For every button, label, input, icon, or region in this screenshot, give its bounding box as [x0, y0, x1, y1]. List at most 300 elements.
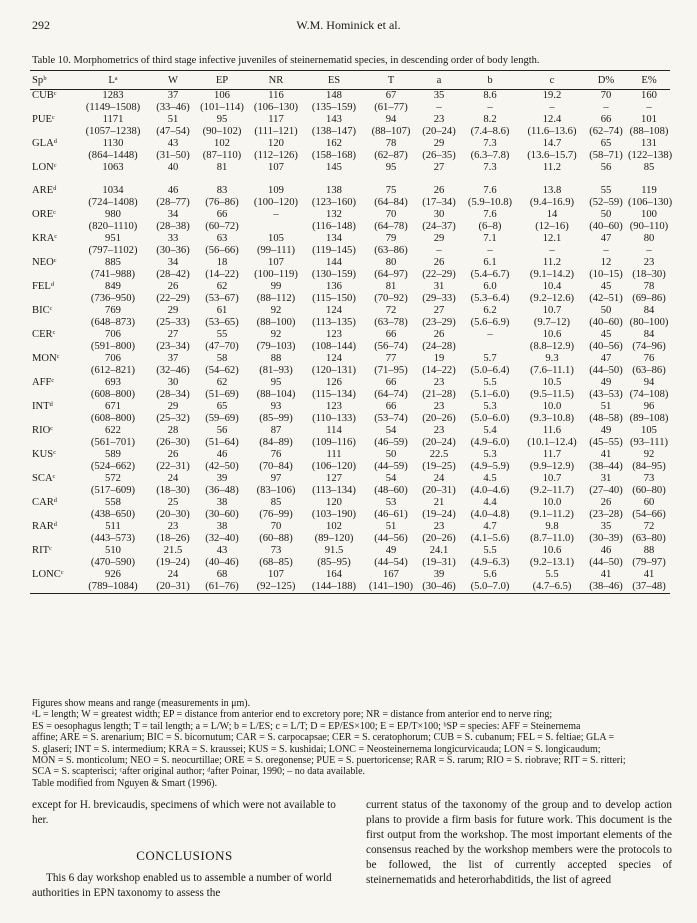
table-row — [30, 114, 670, 138]
mean-value: 29 — [433, 233, 445, 245]
mean-value: 92 — [270, 329, 282, 341]
mean-value: 144 — [326, 257, 342, 269]
measurement-cell — [76, 185, 150, 209]
measurement-cell — [520, 257, 584, 281]
measurement-cell — [460, 257, 520, 281]
range-value: (106–120) — [311, 461, 357, 473]
range-value: (1057–1238) — [85, 126, 141, 137]
range-value: (83–106) — [256, 485, 296, 497]
mean-value: 49 — [600, 377, 612, 389]
range-value: (70–92) — [374, 293, 408, 305]
range-value: (9.1–11.2) — [530, 509, 574, 521]
mean-value: 56 — [600, 162, 612, 173]
range-value: (61–76) — [205, 581, 239, 593]
range-value: (81–93) — [259, 365, 293, 377]
range-value: – — [549, 245, 555, 257]
range-value: (443–573) — [90, 533, 136, 545]
range-value: (123–160) — [311, 197, 357, 209]
measurement-cell — [150, 281, 196, 305]
mean-value: 27 — [167, 329, 179, 341]
mean-value: 5.5 — [483, 545, 497, 557]
range-value: – — [436, 245, 442, 257]
mean-value: 29 — [167, 305, 179, 317]
mean-value: 43 — [216, 545, 228, 557]
range-value: (44–50) — [589, 365, 623, 377]
range-value: (90–110) — [629, 221, 669, 233]
measurement-cell — [628, 473, 670, 497]
measurement-cell — [418, 185, 460, 209]
measurement-cell — [520, 329, 584, 353]
mean-value: 101 — [641, 114, 657, 125]
measurement-cell — [584, 401, 628, 425]
range-value: (113–135) — [312, 317, 356, 329]
range-value: (116–148) — [312, 221, 356, 233]
range-value: (47–54) — [156, 126, 190, 137]
measurement-cell — [196, 449, 248, 473]
table-row — [30, 377, 670, 401]
table-row — [30, 425, 670, 449]
mean-value: 45 — [600, 329, 612, 341]
measurement-cell — [364, 209, 418, 233]
range-value: (61–77) — [374, 102, 408, 113]
range-value: (111–121) — [254, 126, 298, 137]
mean-value: 7.6 — [483, 185, 497, 197]
measurement-cell — [248, 425, 304, 449]
range-value: (84–95) — [632, 461, 666, 473]
mean-value: 96 — [643, 401, 655, 413]
species-cell: PUEᶜ — [32, 114, 55, 125]
table-row — [30, 401, 670, 425]
mean-value: 1130 — [102, 138, 124, 149]
measurement-cell — [628, 209, 670, 233]
measurement-cell — [628, 401, 670, 425]
section-heading: CONCLUSIONS — [136, 848, 233, 863]
mean-value: – — [273, 209, 279, 221]
mean-value: 23 — [433, 377, 445, 389]
range-value: (5.1–6.0) — [470, 389, 510, 401]
mean-value: 706 — [105, 353, 121, 365]
range-value: (85–95) — [317, 557, 351, 569]
mean-value: 8.2 — [483, 114, 497, 125]
mean-value: 12 — [600, 257, 612, 269]
mean-value: 43 — [167, 138, 179, 149]
measurement-cell — [520, 353, 584, 377]
mean-value: 769 — [105, 305, 121, 317]
measurement-cell — [196, 281, 248, 305]
measurement-cell — [520, 114, 584, 138]
right-text-column — [366, 798, 672, 888]
measurement-cell — [460, 233, 520, 257]
range-value: (130–159) — [311, 269, 357, 281]
mean-value: 160 — [641, 90, 657, 101]
measurement-cell — [76, 305, 150, 329]
column-header: Lᵃ — [108, 74, 118, 86]
species-cell: RIOᶜ — [32, 425, 53, 437]
range-value: (63–86) — [374, 245, 408, 257]
measurement-cell — [364, 257, 418, 281]
range-value: – — [487, 102, 493, 113]
mean-value: 100 — [641, 209, 657, 221]
measurement-cell — [76, 257, 150, 281]
range-value: (20–31) — [422, 485, 456, 497]
species-cell: CUBᶜ — [32, 90, 57, 101]
mean-value: 10.5 — [542, 377, 562, 389]
measurement-cell — [196, 401, 248, 425]
measurement-cell — [196, 521, 248, 545]
measurement-cell — [248, 329, 304, 353]
mean-value: 12.4 — [542, 114, 562, 125]
range-value: (144–188) — [311, 581, 357, 593]
range-value: (115–134) — [312, 389, 356, 401]
table-row — [30, 329, 670, 353]
range-value: (106–130) — [253, 102, 299, 113]
measurement-cell — [418, 449, 460, 473]
table-header-row — [30, 71, 670, 90]
mean-value: 35 — [600, 521, 612, 533]
measurement-cell — [520, 90, 584, 115]
range-value: (18–30) — [632, 269, 666, 281]
measurement-cell — [460, 329, 520, 353]
column-header: EP — [215, 74, 229, 86]
table-row — [30, 209, 670, 233]
mean-value: 97 — [270, 473, 282, 485]
mean-value: 622 — [105, 425, 121, 437]
mean-value: 19.2 — [542, 90, 562, 101]
measurement-cell — [304, 305, 364, 329]
range-value: (54–66) — [632, 509, 666, 521]
range-value: (108–144) — [311, 341, 357, 353]
mean-value: 10.4 — [542, 281, 562, 293]
range-value: (14–22) — [205, 269, 239, 281]
measurement-cell — [364, 90, 418, 115]
measurement-cell — [628, 257, 670, 281]
measurement-cell — [248, 209, 304, 233]
range-value: (135–159) — [311, 102, 357, 113]
measurement-cell — [248, 545, 304, 569]
measurement-cell — [520, 545, 584, 569]
mean-value: 39 — [433, 569, 445, 581]
mean-value: 107 — [268, 569, 284, 581]
measurement-cell — [196, 497, 248, 521]
mean-value: 92 — [643, 449, 655, 461]
range-value: (4.0–4.8) — [470, 509, 510, 521]
range-value: (10–15) — [589, 269, 623, 281]
range-value: (56–74) — [374, 341, 408, 353]
measurement-cell — [248, 138, 304, 162]
range-value: (92–125) — [256, 581, 296, 593]
species-cell: SCAᶜ — [32, 473, 56, 485]
column-header: ES — [327, 74, 341, 86]
range-value: (26–35) — [422, 150, 456, 161]
mean-value: 572 — [105, 473, 121, 485]
range-value: (62–87) — [374, 150, 408, 161]
mean-value: 46 — [216, 449, 228, 461]
species-cell: CARᵈ — [32, 497, 58, 509]
measurement-cell — [248, 281, 304, 305]
measurement-cell — [364, 449, 418, 473]
measurement-cell — [520, 449, 584, 473]
measurement-cell — [196, 473, 248, 497]
measurement-cell — [364, 185, 418, 209]
mean-value: 26 — [433, 185, 445, 197]
measurement-cell — [628, 545, 670, 569]
measurement-cell — [196, 233, 248, 257]
mean-value: 47 — [600, 233, 612, 245]
measurement-cell — [248, 449, 304, 473]
measurement-cell — [584, 353, 628, 377]
range-value: (46–61) — [374, 509, 408, 521]
measurement-cell — [304, 425, 364, 449]
range-value: (5.9–10.8) — [467, 197, 513, 209]
range-value: (109–116) — [312, 437, 356, 449]
mean-value: 11.2 — [542, 257, 562, 269]
measurement-cell — [418, 138, 460, 162]
measurement-cell — [418, 377, 460, 401]
measurement-cell — [628, 90, 670, 115]
mean-value: 81 — [385, 281, 397, 293]
range-value: (51–64) — [205, 437, 239, 449]
measurement-cell — [628, 329, 670, 353]
mean-value: 50 — [385, 449, 397, 461]
range-value: (20–30) — [156, 509, 190, 521]
range-value: (9.4–16.9) — [529, 197, 575, 209]
measurement-cell — [584, 377, 628, 401]
table-row — [30, 185, 670, 209]
measurement-cell — [460, 353, 520, 377]
measurement-cell — [196, 138, 248, 162]
column-header: T — [387, 74, 395, 86]
range-value: (28–77) — [156, 197, 190, 209]
measurement-cell — [460, 281, 520, 305]
mean-value: 95 — [216, 114, 228, 125]
range-value: (88–112) — [256, 293, 296, 305]
measurement-cell — [304, 162, 364, 185]
measurement-cell — [150, 185, 196, 209]
measurement-cell — [460, 185, 520, 209]
mean-value: 85 — [270, 497, 282, 509]
measurement-cell — [460, 377, 520, 401]
mean-value: 706 — [105, 329, 121, 341]
measurement-cell — [584, 569, 628, 594]
mean-value: 56 — [216, 425, 228, 437]
measurement-cell — [304, 257, 364, 281]
mean-value: 30 — [433, 209, 445, 221]
mean-value: 693 — [105, 377, 121, 389]
table-row — [30, 449, 670, 473]
range-value: (88–108) — [629, 126, 669, 137]
mean-value: 589 — [105, 449, 121, 461]
running-head: W.M. Hominick et al. — [296, 18, 401, 32]
range-value: (9.7–12) — [533, 317, 571, 329]
measurement-cell — [584, 425, 628, 449]
measurement-cell — [364, 138, 418, 162]
measurement-cell — [520, 473, 584, 497]
mean-value: 11.2 — [542, 162, 562, 173]
mean-value: 73 — [643, 473, 655, 485]
range-value: (60–80) — [632, 485, 666, 497]
footnote-line: Table modified from Nguyen & Smart (1996). — [32, 777, 218, 789]
measurement-cell — [628, 281, 670, 305]
measurement-cell — [364, 569, 418, 594]
range-value: (119–145) — [312, 245, 356, 257]
measurement-cell — [460, 138, 520, 162]
measurement-cell — [150, 449, 196, 473]
mean-value: 28 — [167, 425, 179, 437]
mean-value: 25 — [167, 497, 179, 509]
range-value: (64–74) — [374, 389, 408, 401]
measurement-cell — [150, 305, 196, 329]
measurement-cell — [584, 162, 628, 185]
range-value: (120–131) — [311, 365, 357, 377]
mean-value: 70 — [600, 90, 612, 101]
range-value: (60–72) — [205, 221, 239, 233]
range-value: (517–609) — [90, 485, 136, 497]
mean-value: 33 — [167, 233, 179, 245]
measurement-cell — [460, 497, 520, 521]
species-cell: CERᶜ — [32, 329, 56, 341]
range-value: (62–74) — [589, 126, 623, 137]
range-value: (28–42) — [156, 269, 190, 281]
measurement-cell — [460, 401, 520, 425]
mean-value: 13.8 — [542, 185, 562, 197]
mean-value: 65 — [600, 138, 612, 149]
footnote-line: ᵃL = length; W = greatest width; EP = distance from anterior end to excretory pore; NR = distance from anterior end to nerve ring; — [32, 709, 553, 721]
range-value: (88–104) — [256, 389, 296, 401]
mean-value: 66 — [216, 209, 228, 221]
mean-value: 78 — [643, 281, 655, 293]
measurement-cell — [584, 138, 628, 162]
mean-value: 510 — [105, 545, 121, 557]
measurement-cell — [628, 138, 673, 162]
mean-value: 84 — [643, 305, 655, 317]
range-value: (23–34) — [156, 341, 190, 353]
mean-value: 23 — [433, 401, 445, 413]
mean-value: 65 — [216, 401, 228, 413]
measurement-cell — [418, 401, 460, 425]
measurement-cell — [364, 353, 418, 377]
range-value: (5.0–6.4) — [470, 365, 510, 377]
mean-value: 35 — [433, 90, 445, 101]
mean-value: 10.0 — [542, 497, 562, 509]
table-row — [30, 233, 670, 257]
range-value: (6–8) — [478, 221, 502, 233]
measurement-cell — [196, 257, 248, 281]
measurement-cell — [460, 521, 520, 545]
mean-value: 76 — [643, 353, 655, 365]
range-value: (724–1408) — [88, 197, 138, 209]
measurement-cell — [304, 569, 364, 594]
measurement-cell — [76, 497, 150, 521]
mean-value: 95 — [270, 377, 282, 389]
measurement-cell — [520, 305, 584, 329]
measurement-cell — [248, 114, 304, 138]
mean-value: 14.7 — [542, 138, 562, 149]
table-footnotes — [32, 698, 672, 789]
column-header: E% — [641, 74, 657, 86]
range-value: (5.0–6.0) — [470, 413, 510, 425]
range-value: (29–33) — [422, 293, 456, 305]
range-value: (9.9–12.9) — [529, 461, 575, 473]
page-header — [32, 18, 665, 34]
measurement-cell — [150, 209, 196, 233]
measurement-cell — [520, 497, 584, 521]
measurement-cell — [304, 329, 364, 353]
measurement-cell — [196, 569, 248, 594]
mean-value: 18 — [216, 257, 228, 269]
mean-value: 120 — [326, 497, 342, 509]
mean-value: 24 — [433, 473, 445, 485]
mean-value: 72 — [643, 521, 655, 533]
mean-value: 21 — [433, 497, 445, 509]
mean-value: 55 — [216, 329, 228, 341]
mean-value: 79 — [385, 233, 397, 245]
mean-value: 10.7 — [542, 473, 562, 485]
measurement-cell — [76, 209, 150, 233]
mean-value: 46 — [600, 545, 612, 557]
range-value: (648–873) — [90, 317, 136, 329]
measurement-cell — [150, 497, 196, 521]
mean-value: 76 — [270, 449, 282, 461]
measurement-cell — [460, 90, 520, 115]
mean-value: 75 — [385, 185, 397, 197]
species-cell: LONCᶜ — [32, 569, 64, 581]
range-value: (25–33) — [156, 317, 190, 329]
mean-value: 21.5 — [163, 545, 183, 557]
mean-value: 23 — [433, 114, 445, 125]
measurement-cell — [248, 353, 304, 377]
range-value: (44–50) — [589, 557, 623, 569]
measurement-cell — [150, 521, 196, 545]
range-value: (58–71) — [589, 150, 623, 161]
table-caption: Table 10. Morphometrics of third stage infective juveniles of steinernematid species, in descending order of body length. — [32, 55, 540, 66]
measurement-cell — [150, 377, 196, 401]
range-value: (93–111) — [629, 437, 669, 449]
measurement-cell — [584, 90, 628, 115]
species-cell: INTᵈ — [32, 401, 53, 413]
range-value: (13.6–15.7) — [527, 150, 577, 161]
range-value: (470–590) — [90, 557, 136, 569]
mean-value: 94 — [643, 377, 655, 389]
mean-value: 119 — [641, 185, 657, 197]
range-value: (17–34) — [422, 197, 456, 209]
range-value: (88–107) — [371, 126, 411, 137]
measurement-cell — [76, 329, 150, 353]
measurement-cell — [628, 497, 670, 521]
range-value: (20–26) — [422, 413, 456, 425]
range-value: (5.4–6.7) — [470, 269, 510, 281]
range-value: (158–168) — [311, 150, 357, 161]
left-text-column — [32, 798, 337, 901]
measurement-cell — [460, 473, 520, 497]
range-value: (31–50) — [156, 150, 190, 161]
range-value: (20–31) — [156, 581, 190, 593]
range-value: (43–53) — [589, 389, 623, 401]
mean-value: 7.3 — [483, 162, 497, 173]
footnote-line: Figures show means and range (measurements in μm). — [32, 698, 251, 709]
mean-value: 78 — [385, 138, 397, 149]
mean-value: 85 — [643, 162, 655, 173]
column-header: D% — [597, 74, 615, 86]
mean-value: 926 — [105, 569, 121, 581]
mean-value: 145 — [326, 162, 342, 173]
measurement-cell — [76, 114, 150, 138]
range-value: (797–1102) — [88, 245, 138, 257]
measurement-cell — [584, 257, 628, 281]
mean-value: 167 — [383, 569, 399, 581]
measurement-cell — [584, 114, 628, 138]
measurement-cell — [150, 90, 196, 115]
mean-value: 11.7 — [542, 449, 562, 461]
